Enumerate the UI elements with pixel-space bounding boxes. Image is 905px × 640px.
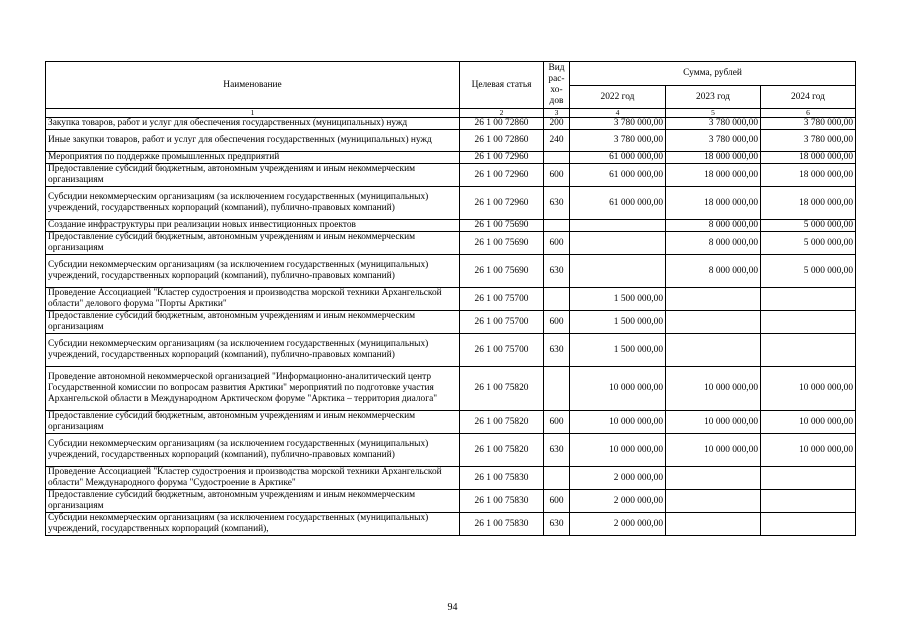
row-amount-2024 bbox=[761, 513, 856, 536]
column-index: 3 bbox=[544, 109, 570, 118]
row-amount-2023 bbox=[666, 334, 761, 367]
row-amount-2024 bbox=[761, 467, 856, 490]
row-amount-2024 bbox=[761, 288, 856, 311]
budget-table bbox=[45, 61, 856, 536]
row-amount-2022: 3 780 000,00 bbox=[570, 130, 666, 152]
row-amount-2024: 18 000 000,00 bbox=[761, 152, 856, 164]
table-row bbox=[46, 220, 856, 232]
row-expense-type bbox=[544, 288, 570, 311]
header-expense-type: Вид рас-хо-дов bbox=[544, 62, 570, 109]
row-name: Предоставление субсидий бюджетным, автономным учреждениям и иным некоммерческим организациям bbox=[46, 490, 460, 513]
row-amount-2024 bbox=[761, 311, 856, 334]
row-expense-type bbox=[544, 152, 570, 164]
header-sum: Сумма, рублей bbox=[570, 62, 856, 86]
row-amount-2023: 10 000 000,00 bbox=[666, 434, 761, 467]
row-expense-type: 200 bbox=[544, 118, 570, 130]
row-expense-type: 630 bbox=[544, 255, 570, 288]
row-amount-2024: 10 000 000,00 bbox=[761, 411, 856, 434]
row-name: Мероприятия по поддержке промышленных предприятий bbox=[46, 152, 460, 164]
row-amount-2024: 3 780 000,00 bbox=[761, 130, 856, 152]
row-target-code: 26 1 00 75700 bbox=[460, 311, 544, 334]
row-target-code: 26 1 00 75820 bbox=[460, 411, 544, 434]
row-name: Субсидии некоммерческим организациям (за исключением государственных (муниципальных) учреждений, государственных корпораций (компаний), bbox=[46, 513, 460, 536]
row-expense-type: 600 bbox=[544, 232, 570, 255]
row-amount-2022 bbox=[570, 220, 666, 232]
column-index: 6 bbox=[761, 109, 856, 118]
row-name: Предоставление субсидий бюджетным, автономным учреждениям и иным некоммерческим организациям bbox=[46, 411, 460, 434]
row-expense-type: 630 bbox=[544, 334, 570, 367]
row-amount-2022: 10 000 000,00 bbox=[570, 411, 666, 434]
row-amount-2024 bbox=[761, 490, 856, 513]
table-row bbox=[46, 311, 856, 334]
row-amount-2022: 2 000 000,00 bbox=[570, 467, 666, 490]
column-index: 5 bbox=[666, 109, 761, 118]
row-amount-2024: 10 000 000,00 bbox=[761, 367, 856, 411]
row-amount-2022: 1 500 000,00 bbox=[570, 288, 666, 311]
row-amount-2024: 18 000 000,00 bbox=[761, 187, 856, 220]
row-amount-2023 bbox=[666, 513, 761, 536]
table-row bbox=[46, 411, 856, 434]
row-target-code: 26 1 00 75830 bbox=[460, 467, 544, 490]
row-amount-2024 bbox=[761, 334, 856, 367]
row-amount-2024: 3 780 000,00 bbox=[761, 118, 856, 130]
row-amount-2022: 10 000 000,00 bbox=[570, 367, 666, 411]
table-row bbox=[46, 367, 856, 411]
row-amount-2023 bbox=[666, 467, 761, 490]
row-target-code: 26 1 00 75830 bbox=[460, 513, 544, 536]
row-name: Субсидии некоммерческим организациям (за исключением государственных (муниципальных) учреждений, государственных корпораций (компаний), публично-правовых компаний) bbox=[46, 334, 460, 367]
row-target-code: 26 1 00 75690 bbox=[460, 232, 544, 255]
row-amount-2023: 8 000 000,00 bbox=[666, 220, 761, 232]
row-amount-2022: 3 780 000,00 bbox=[570, 118, 666, 130]
row-expense-type bbox=[544, 367, 570, 411]
row-amount-2023: 8 000 000,00 bbox=[666, 255, 761, 288]
table-row bbox=[46, 434, 856, 467]
page-number: 94 bbox=[447, 602, 458, 613]
table-row bbox=[46, 152, 856, 164]
row-amount-2023 bbox=[666, 311, 761, 334]
row-target-code: 26 1 00 75830 bbox=[460, 490, 544, 513]
row-target-code: 26 1 00 75690 bbox=[460, 220, 544, 232]
row-expense-type: 600 bbox=[544, 311, 570, 334]
table-row bbox=[46, 288, 856, 311]
row-target-code: 26 1 00 75820 bbox=[460, 367, 544, 411]
row-amount-2023 bbox=[666, 490, 761, 513]
row-amount-2022: 61 000 000,00 bbox=[570, 152, 666, 164]
table-row bbox=[46, 490, 856, 513]
row-target-code: 26 1 00 75700 bbox=[460, 288, 544, 311]
row-amount-2024: 10 000 000,00 bbox=[761, 434, 856, 467]
row-target-code: 26 1 00 72860 bbox=[460, 130, 544, 152]
row-amount-2023: 18 000 000,00 bbox=[666, 152, 761, 164]
row-name: Иные закупки товаров, работ и услуг для обеспечения государственных (муниципальных) нужд bbox=[46, 130, 460, 152]
table-row bbox=[46, 232, 856, 255]
table-row bbox=[46, 467, 856, 490]
row-name: Предоставление субсидий бюджетным, автономным учреждениям и иным некоммерческим организациям bbox=[46, 311, 460, 334]
row-expense-type bbox=[544, 467, 570, 490]
header-year-2022: 2022 год bbox=[570, 86, 666, 109]
row-target-code: 26 1 00 72960 bbox=[460, 187, 544, 220]
row-expense-type bbox=[544, 220, 570, 232]
row-amount-2023: 8 000 000,00 bbox=[666, 232, 761, 255]
row-amount-2022: 61 000 000,00 bbox=[570, 164, 666, 187]
row-amount-2022: 61 000 000,00 bbox=[570, 187, 666, 220]
row-amount-2023: 3 780 000,00 bbox=[666, 118, 761, 130]
column-index: 1 bbox=[46, 109, 460, 118]
row-amount-2023: 3 780 000,00 bbox=[666, 130, 761, 152]
row-expense-type: 600 bbox=[544, 490, 570, 513]
row-expense-type: 600 bbox=[544, 164, 570, 187]
table-row bbox=[46, 130, 856, 152]
row-name: Субсидии некоммерческим организациям (за исключением государственных (муниципальных) учреждений, государственных корпораций (компаний), публично-правовых компаний) bbox=[46, 187, 460, 220]
column-index: 2 bbox=[460, 109, 544, 118]
column-index-row bbox=[46, 109, 856, 118]
row-name: Предоставление субсидий бюджетным, автономным учреждениям и иным некоммерческим организациям bbox=[46, 232, 460, 255]
header-year-2024: 2024 год bbox=[761, 86, 856, 109]
row-amount-2024: 5 000 000,00 bbox=[761, 220, 856, 232]
row-amount-2023: 18 000 000,00 bbox=[666, 187, 761, 220]
row-name: Предоставление субсидий бюджетным, автономным учреждениям и иным некоммерческим организациям bbox=[46, 164, 460, 187]
column-index: 4 bbox=[570, 109, 666, 118]
table-row bbox=[46, 513, 856, 536]
row-amount-2023: 18 000 000,00 bbox=[666, 164, 761, 187]
row-amount-2022 bbox=[570, 255, 666, 288]
row-target-code: 26 1 00 75820 bbox=[460, 434, 544, 467]
row-expense-type: 630 bbox=[544, 434, 570, 467]
row-name: Проведение автономной некоммерческой организацией "Информационно-аналитический центр Государственной комиссии по вопросам развития Арктики" мероприятий по подготовке участия Архангельской области в Международном Арктическом форуме "Арктика – территория диалога" bbox=[46, 367, 460, 411]
table-body bbox=[46, 118, 856, 536]
table-row bbox=[46, 255, 856, 288]
row-target-code: 26 1 00 75690 bbox=[460, 255, 544, 288]
row-name: Проведение Ассоциацией "Кластер судостроения и производства морской техники Архангельской области" Международного форума "Судостроение в Арктике" bbox=[46, 467, 460, 490]
row-amount-2022: 2 000 000,00 bbox=[570, 513, 666, 536]
row-amount-2023 bbox=[666, 288, 761, 311]
header-name: Наименование bbox=[46, 62, 460, 109]
row-target-code: 26 1 00 72960 bbox=[460, 164, 544, 187]
row-amount-2022 bbox=[570, 232, 666, 255]
header-year-2023: 2023 год bbox=[666, 86, 761, 109]
row-amount-2022: 1 500 000,00 bbox=[570, 311, 666, 334]
row-name: Создание инфраструктуры при реализации новых инвестиционных проектов bbox=[46, 220, 460, 232]
row-amount-2024: 5 000 000,00 bbox=[761, 232, 856, 255]
row-amount-2024: 5 000 000,00 bbox=[761, 255, 856, 288]
table-row bbox=[46, 187, 856, 220]
row-amount-2022: 1 500 000,00 bbox=[570, 334, 666, 367]
row-name: Субсидии некоммерческим организациям (за исключением государственных (муниципальных) учреждений, государственных корпораций (компаний), публично-правовых компаний) bbox=[46, 434, 460, 467]
table-row bbox=[46, 334, 856, 367]
header-target: Целевая статья bbox=[460, 62, 544, 109]
row-name: Закупка товаров, работ и услуг для обеспечения государственных (муниципальных) нужд bbox=[46, 118, 460, 130]
row-target-code: 26 1 00 72860 bbox=[460, 118, 544, 130]
row-expense-type: 240 bbox=[544, 130, 570, 152]
row-amount-2022: 2 000 000,00 bbox=[570, 490, 666, 513]
row-amount-2022: 10 000 000,00 bbox=[570, 434, 666, 467]
row-expense-type: 630 bbox=[544, 513, 570, 536]
row-amount-2024: 18 000 000,00 bbox=[761, 164, 856, 187]
row-amount-2023: 10 000 000,00 bbox=[666, 411, 761, 434]
table-row bbox=[46, 118, 856, 130]
table-row bbox=[46, 164, 856, 187]
row-amount-2023: 10 000 000,00 bbox=[666, 367, 761, 411]
row-expense-type: 600 bbox=[544, 411, 570, 434]
row-expense-type: 630 bbox=[544, 187, 570, 220]
row-name: Проведение Ассоциацией "Кластер судостроения и производства морской техники Архангельской области" делового форума "Порты Арктики" bbox=[46, 288, 460, 311]
row-target-code: 26 1 00 75700 bbox=[460, 334, 544, 367]
row-target-code: 26 1 00 72960 bbox=[460, 152, 544, 164]
row-name: Субсидии некоммерческим организациям (за исключением государственных (муниципальных) учреждений, государственных корпораций (компаний), публично-правовых компаний) bbox=[46, 255, 460, 288]
